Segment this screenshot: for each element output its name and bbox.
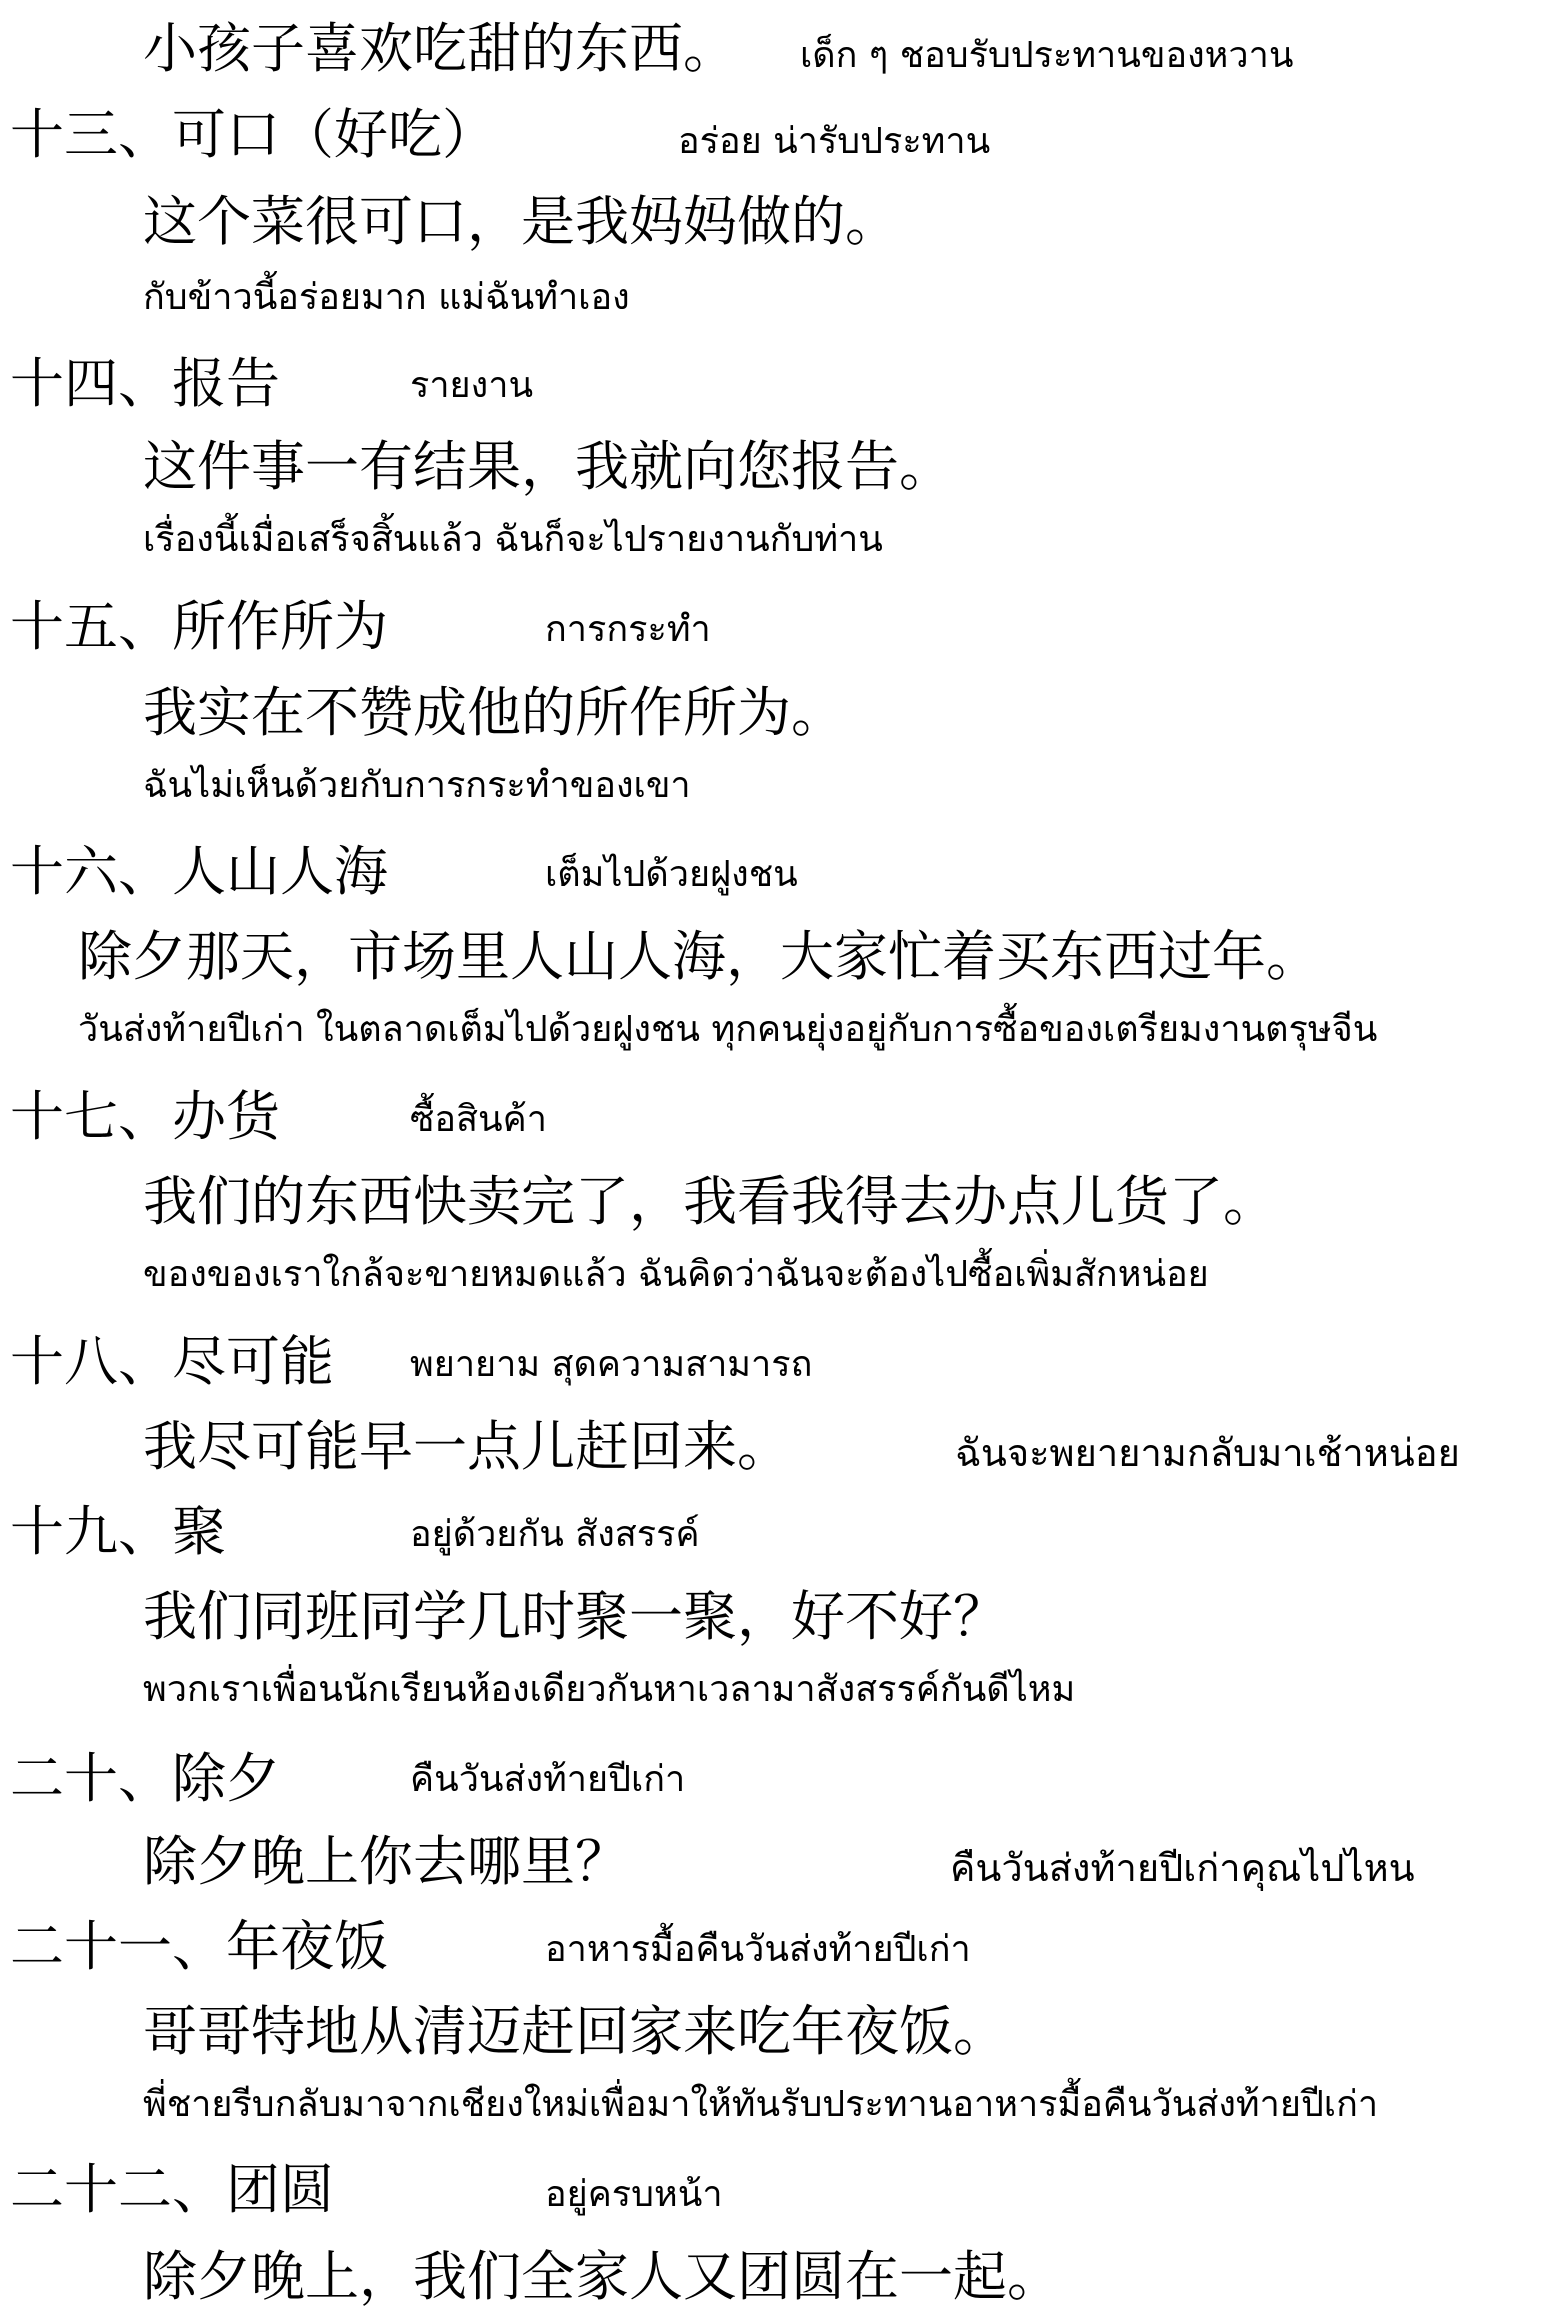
example-sentence-chinese: 我尽可能早一点儿赶回来。 xyxy=(143,1415,791,1478)
vocab-heading: 十七、办货 xyxy=(10,1085,280,1148)
example-sentence-chinese: 我实在不赞成他的所作所为。 xyxy=(143,681,845,744)
vocab-heading: 十四、报告 xyxy=(10,352,280,415)
vocab-heading: 十五、所作所为 xyxy=(10,595,388,658)
example-sentence-thai: กับข้าวนี้อร่อยมาก แม่ฉันทำเอง xyxy=(143,277,630,318)
example-sentence-chinese: 我们同班同学几时聚一聚，好不好？ xyxy=(143,1585,1007,1648)
vocab-heading: 二十二、团圆 xyxy=(10,2158,334,2221)
example-sentence-thai: พี่ชายรีบกลับมาจากเชียงใหม่เพื่อมาให้ทันรับประทานอาหารมื้อคืนวันส่งท้ายปีเก่า xyxy=(143,2084,1379,2125)
vocab-gloss-thai: อาหารมื้อคืนวันส่งท้ายปีเก่า xyxy=(545,1929,971,1970)
vocab-heading: 十八、尽可能 xyxy=(10,1330,334,1393)
vocab-heading: 十三、可口（好吃） xyxy=(10,103,496,166)
example-sentence-thai: วันส่งท้ายปีเก่า ในตลาดเต็มไปด้วยฝูงชน ทุกคนยุ่งอยู่กับการซื้อของเตรียมงานตรุษจีน xyxy=(78,1009,1378,1050)
vocab-gloss-thai: อร่อย น่ารับประทาน xyxy=(678,121,991,162)
vocab-gloss-thai: อยู่ด้วยกัน สังสรรค์ xyxy=(410,1514,700,1555)
vocab-heading: 二十一、年夜饭 xyxy=(10,1915,388,1978)
example-sentence-thai: ฉันไม่เห็นด้วยกับการกระทำของเขา xyxy=(143,765,691,806)
example-sentence-chinese: 这个菜很可口，是我妈妈做的。 xyxy=(143,190,899,253)
example-sentence-chinese: 除夕晚上你去哪里？ xyxy=(143,1830,629,1893)
example-sentence-chinese: 哥哥特地从清迈赶回家来吃年夜饭。 xyxy=(143,2000,1007,2063)
example-sentence-chinese: 除夕那天，市场里人山人海，大家忙着买东西过年。 xyxy=(78,925,1320,988)
vocab-gloss-thai: เต็มไปด้วยฝูงชน xyxy=(545,854,798,895)
vocab-heading: 十六、人山人海 xyxy=(10,840,388,903)
example-sentence-thai: เรื่องนี้เมื่อเสร็จสิ้นแล้ว ฉันก็จะไปรายงานกับท่าน xyxy=(143,519,883,560)
vocab-gloss-thai: พยายาม สุดความสามารถ xyxy=(410,1344,813,1385)
example-sentence-chinese: 我们的东西快卖完了，我看我得去办点儿货了。 xyxy=(143,1170,1277,1233)
example-sentence-chinese: 这件事一有结果，我就向您报告。 xyxy=(143,435,953,498)
example-sentence-thai: พวกเราเพื่อนนักเรียนห้องเดียวกันหาเวลามาสังสรรค์กันดีไหม xyxy=(143,1669,1076,1710)
example-sentence-chinese: 小孩子喜欢吃甜的东西。 xyxy=(143,17,737,80)
vocab-heading: 二十、除夕 xyxy=(10,1747,280,1810)
vocab-gloss-thai: การกระทำ xyxy=(545,609,711,650)
vocab-heading: 十九、聚 xyxy=(10,1500,226,1563)
vocab-gloss-thai: อยู่ครบหน้า xyxy=(545,2174,723,2215)
example-sentence-thai: ของของเราใกล้จะขายหมดแล้ว ฉันคิดว่าฉันจะต้องไปซื้อเพิ่มสักหน่อย xyxy=(143,1254,1209,1295)
example-sentence-chinese: 除夕晚上，我们全家人又团圆在一起。 xyxy=(143,2245,1061,2308)
example-sentence-thai: ฉันจะพยายามกลับมาเช้าหน่อย xyxy=(955,1431,1460,1475)
vocab-gloss-thai: รายงาน xyxy=(410,365,534,406)
vocab-gloss-thai: คืนวันส่งท้ายปีเก่า xyxy=(410,1759,686,1800)
example-sentence-thai: คืนวันส่งท้ายปีเก่าคุณไปไหน xyxy=(950,1846,1415,1890)
example-sentence-thai: เด็ก ๆ ชอบรับประทานของหวาน xyxy=(800,35,1294,76)
vocab-gloss-thai: ซื้อสินค้า xyxy=(410,1099,547,1140)
